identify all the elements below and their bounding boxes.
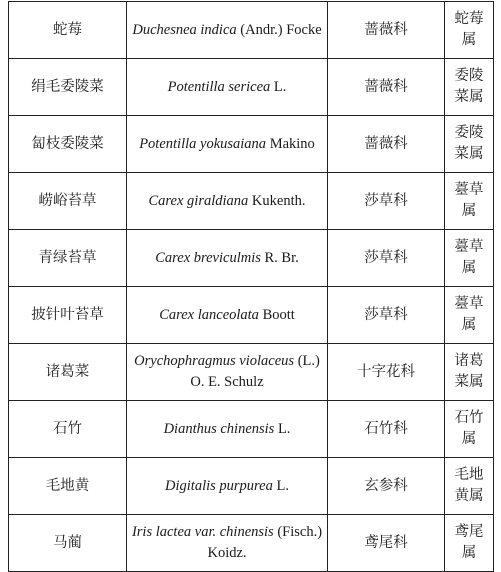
scientific-name-italic: Carex lanceolata xyxy=(159,306,259,323)
scientific-name-author: (Andr.) Focke xyxy=(236,21,322,38)
chinese-name-cell: 诸葛菜 xyxy=(9,344,127,401)
table-row xyxy=(9,230,494,287)
scientific-name-cell xyxy=(127,401,328,458)
scientific-name-cell xyxy=(127,344,328,401)
family-cell: 石竹科 xyxy=(328,401,445,458)
table-row xyxy=(9,116,494,173)
scientific-name-author: Kukenth. xyxy=(248,192,306,209)
scientific-name-italic: Iris lactea var. chinensis xyxy=(131,524,274,540)
scientific-name-cell xyxy=(127,173,328,230)
chinese-name-cell: 匐枝委陵菜 xyxy=(9,116,127,173)
table-row xyxy=(9,401,494,458)
table-row xyxy=(9,515,494,572)
family-cell: 十字花科 xyxy=(328,344,445,401)
genus-cell: 薹草属 xyxy=(445,230,494,287)
scientific-name-author: R. Br. xyxy=(260,249,299,266)
table-row xyxy=(9,2,494,59)
table-row xyxy=(9,59,494,116)
genus-cell: 薹草属 xyxy=(445,287,494,344)
scientific-name-cell xyxy=(127,2,328,59)
species-table xyxy=(8,1,494,572)
scientific-name-italic: Potentilla sericea xyxy=(167,78,271,95)
scientific-name-cell xyxy=(127,59,328,116)
scientific-name-author: (L.) O. E. Schulz xyxy=(190,353,320,390)
chinese-name-cell: 崂峪苔草 xyxy=(9,173,127,230)
scientific-name-cell xyxy=(127,458,328,515)
scientific-name-italic: Orychophragmus violaceus xyxy=(134,353,295,369)
genus-cell: 蛇莓属 xyxy=(445,2,494,59)
genus-cell: 薹草属 xyxy=(445,173,494,230)
family-cell: 蔷薇科 xyxy=(328,116,445,173)
family-cell: 蔷薇科 xyxy=(328,2,445,59)
chinese-name-cell: 蛇莓 xyxy=(9,2,127,59)
scientific-name-italic: Potentilla yokusaiana xyxy=(139,135,267,152)
scientific-name-author: L. xyxy=(272,477,289,494)
family-cell: 鸢尾科 xyxy=(328,515,445,572)
scientific-name-italic: Duchesnea indica xyxy=(132,21,237,38)
table-row xyxy=(9,458,494,515)
scientific-name-cell xyxy=(127,230,328,287)
genus-cell: 石竹属 xyxy=(445,401,494,458)
family-cell: 蔷薇科 xyxy=(328,59,445,116)
scientific-name-author: L. xyxy=(274,420,291,437)
scientific-name-italic: Carex breviculmis xyxy=(155,249,261,266)
genus-cell: 鸢尾属 xyxy=(445,515,494,572)
scientific-name-italic: Carex giraldiana xyxy=(148,192,249,209)
family-cell: 莎草科 xyxy=(328,173,445,230)
genus-cell: 诸葛菜属 xyxy=(445,344,494,401)
chinese-name-cell: 毛地黄 xyxy=(9,458,127,515)
family-cell: 莎草科 xyxy=(328,230,445,287)
scientific-name-author: Makino xyxy=(266,135,315,152)
scientific-name-author: L. xyxy=(270,78,287,95)
chinese-name-cell: 马蔺 xyxy=(9,515,127,572)
scientific-name-italic: Dianthus chinensis xyxy=(163,420,275,437)
scientific-name-cell xyxy=(127,116,328,173)
chinese-name-cell: 青绿苔草 xyxy=(9,230,127,287)
chinese-name-cell: 石竹 xyxy=(9,401,127,458)
chinese-name-cell: 绢毛委陵菜 xyxy=(9,59,127,116)
scientific-name-cell xyxy=(127,515,328,572)
family-cell: 莎草科 xyxy=(328,287,445,344)
table-row xyxy=(9,344,494,401)
table-row xyxy=(9,287,494,344)
genus-cell: 委陵菜属 xyxy=(445,116,494,173)
scientific-name-italic: Digitalis purpurea xyxy=(165,477,273,494)
scientific-name-author: (Fisch.) Koidz. xyxy=(207,524,323,561)
table-row xyxy=(9,173,494,230)
scientific-name-cell xyxy=(127,287,328,344)
family-cell: 玄参科 xyxy=(328,458,445,515)
genus-cell: 毛地黄属 xyxy=(445,458,494,515)
chinese-name-cell: 披针叶苔草 xyxy=(9,287,127,344)
genus-cell: 委陵菜属 xyxy=(445,59,494,116)
scientific-name-author: Boott xyxy=(258,306,295,323)
